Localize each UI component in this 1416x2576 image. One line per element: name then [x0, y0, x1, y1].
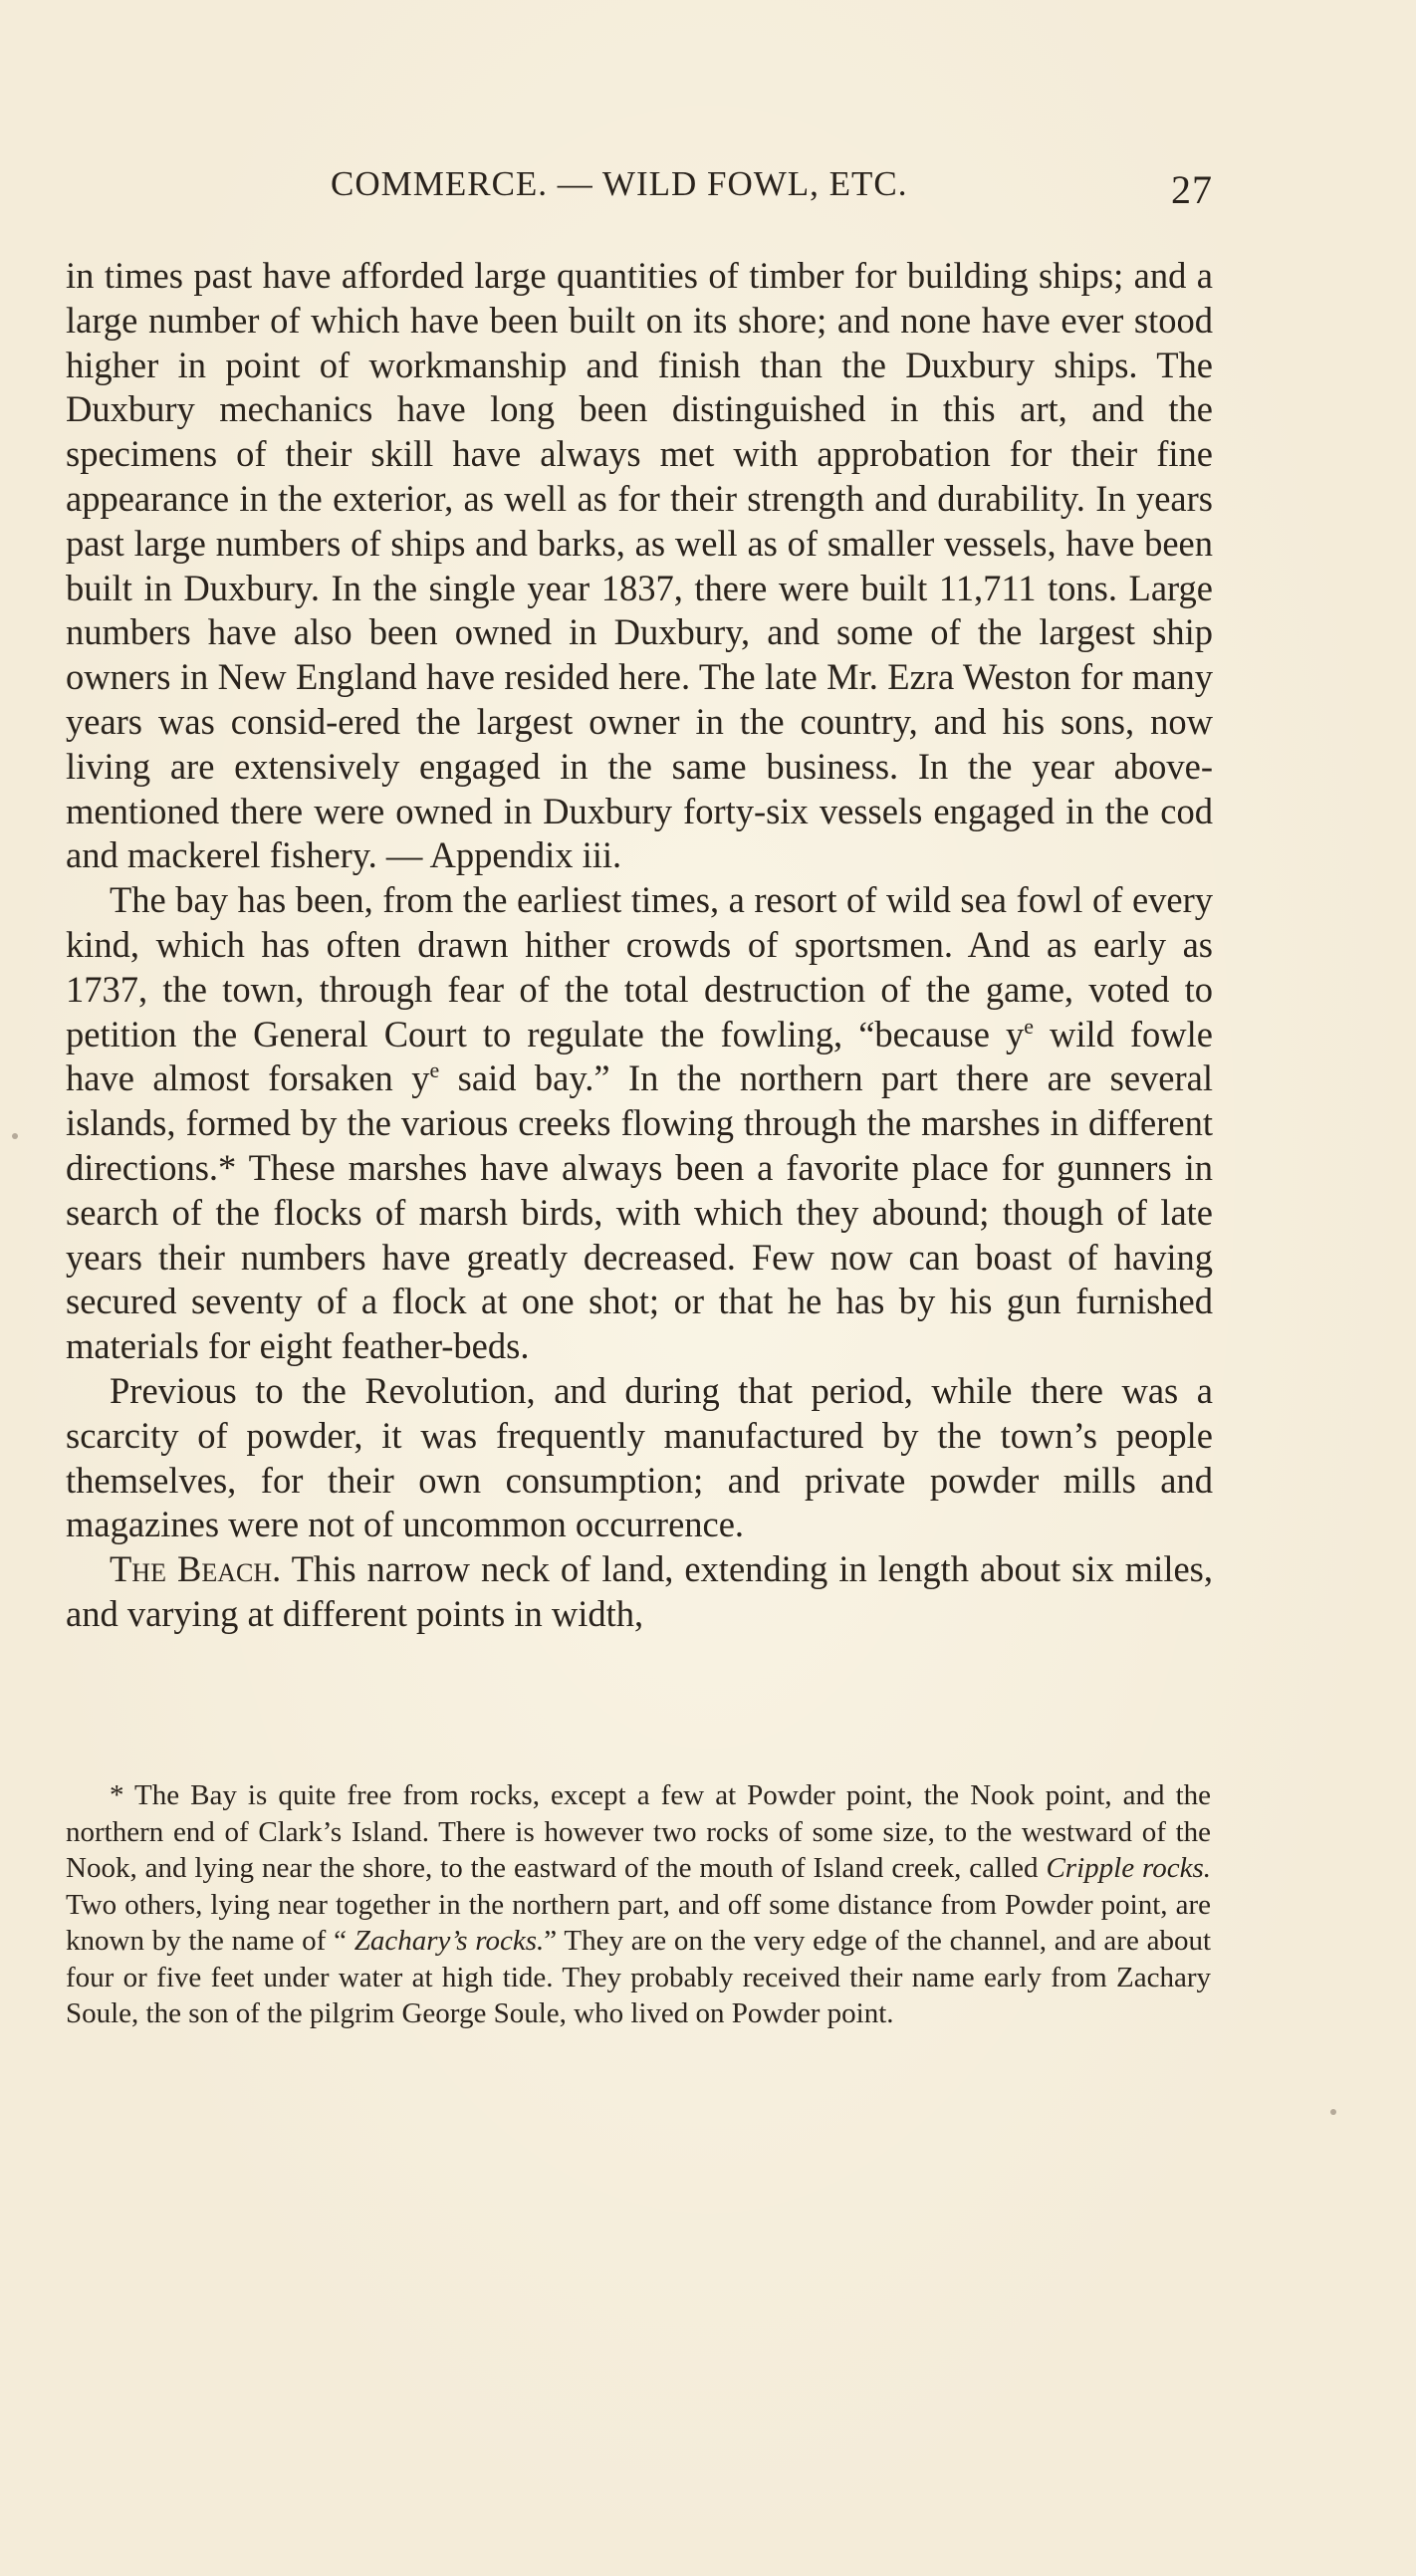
superscript: e [1024, 1013, 1034, 1039]
chapter-title: COMMERCE. — WILD FOWL, ETC. [331, 164, 908, 203]
paragraph-powder: Previous to the Revolution, and during that period, while there was a scarcity of powder, it was frequently manufactured by the town’s people themselves, for their own consumption; and private powder mills and magazines were not of uncommon occurrence. [66, 1369, 1213, 1545]
running-head [331, 164, 1217, 214]
text-run: The bay has been, from the earliest times, a resort of wild sea fowl of every kind, which has often drawn hither crowds of sportsmen. And as early as 1737, the town, through fear of the total destruction of the game, voted to petition the General Court to regulate the fowling, “because y [66, 879, 1213, 1054]
text-run: This narrow neck of land, extending in length about six miles, and varying at different points in width, [66, 1548, 1213, 1634]
text-run: wild fowle have almost forsaken y [66, 1013, 1214, 1099]
page-number: 27 [1171, 167, 1213, 212]
paragraph-wild-fowl [66, 878, 1213, 1369]
italic-term: Zachary’s rocks. [354, 1925, 545, 1957]
body-text [66, 254, 1213, 1637]
stray-mark [1330, 2109, 1336, 2115]
text-run: said bay.” In the northern part there are several islands, formed by the various creeks flowing through the marshes in different directions.* These marshes have always been a favorite place for gunners in search of the flocks of marsh birds, with which they abound; though of late years their numbers have greatly decreased. Few now can boast of having secured seventy of a flock at one shot; or that he has by his gun furnished materials for eight feather-beds. [66, 1057, 1213, 1367]
superscript: e [429, 1057, 440, 1083]
text-run: Two others, lying near together in the northern part, and off some distance from Powder point, are known by the name of “ [66, 1888, 1211, 1957]
section-lead: The Beach. [110, 1548, 282, 1590]
footnote [66, 1777, 1211, 2032]
stray-mark [12, 1133, 18, 1139]
paragraph-beach [66, 1547, 1213, 1637]
italic-term: Cripple rocks. [1046, 1852, 1211, 1884]
text-run: ” They are on the very edge of the channel, and are about four or five feet under water at high tide. They probably received their name early from Zachary Soule, the son of the pilgrim George Soule, who lived on Powder point. [66, 1925, 1212, 2029]
paragraph-shipbuilding: in times past have afforded large quantities of timber for building ships; and a large number of which have been built on its shore; and none have ever stood higher in point of workmanship and finish than the Duxbury ships. The Duxbury mechanics have long been distinguished in this art, and the specimens of their skill have always met with approbation for their fine appearance in the exterior, as well as for their strength and durability. In years past large numbers of ships and barks, as well as of smaller vessels, have been built in Duxbury. In the single year 1837, there were built 11,711 tons. Large numbers have also been owned in Duxbury, and some of the largest ship owners in New England have resided here. The late Mr. Ezra Weston for many years was consid-ered the largest owner in the country, and his sons, now living are extensively engaged in the same business. In the year above-mentioned there were owned in Duxbury forty-six vessels engaged in the cod and mackerel fishery. — Appendix iii. [66, 255, 1213, 876]
text-run: * The Bay is quite free from rocks, except a few at Powder point, the Nook point, and the northern end of Clark’s Island. There is however two rocks of some size, to the westward of the Nook, and lying near the shore, to the eastward of the mouth of Island creek, called [66, 1779, 1211, 1884]
footnote-text [66, 1777, 1211, 2032]
